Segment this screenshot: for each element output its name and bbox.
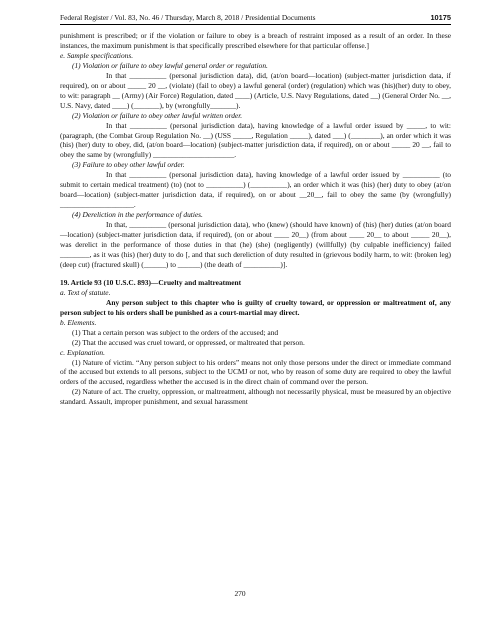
page-footer — [0, 589, 480, 598]
paragraph: (2) That the accused was cruel toward, or oppressed, or maltreated that person. — [72, 337, 305, 347]
paragraph: c. Explanation. — [60, 347, 105, 357]
paragraph: (4) Dereliction in the performance of duties. — [72, 210, 203, 220]
paragraph: a. Text of statute. — [60, 287, 111, 297]
paragraph: (2) Nature of act. The cruelty, oppression, or maltreatment, although not necessarily physical, must be measured by an objective standard. Assault, improper punishment, and sexual harassment — [60, 387, 451, 407]
paragraph: Any person subject to this chapter who is guilty of cruelty toward, or oppression or maltreatment of, any person subject to his orders shall be punished as a court-martial may direct. — [60, 297, 451, 317]
paragraph: b. Elements. — [60, 317, 97, 327]
paragraph: (1) That a certain person was subject to the orders of the accused; and — [72, 327, 279, 337]
paragraph: In that __________ (personal jurisdiction data), having knowledge of a lawful order issued by _____, to wit: (paragraph, (the Combat Group Regulation No. __) (USS _____, Regulation _____), dated ___) (________), an order which it was (his) (her) duty to obey, did, (at/on board—location) (subject-matter jurisdiction data, if required), on or about _____ 20 __, fail to obey the same by (wrongfully) ______________________. — [60, 120, 451, 160]
folio: 270 — [234, 589, 246, 598]
paragraph: In that, __________ (personal jurisdiction data), who (knew) (should have known) of (his) (her) duties (at/on board—location) (subject-matter jurisdiction data, if required), (on or about ____ 20__) (from about ____ 20__ to about _____ 20__), was derelict in the performance of those duties in that (he) (she) (negligently) (willfully) (by culpable inefficiency) failed ________, as it was (his) (her) duty to do [, and that such dereliction of duty resulted in (grievous bodily harm, to wit: (broken leg) (deep cut) (fractured skull) (______) to ______) (the death of __________)]. — [60, 220, 451, 269]
running-title: Federal Register / Vol. 83, No. 46 / Thursday, March 8, 2018 / Presidential Documents — [60, 13, 316, 22]
body-text — [60, 31, 451, 407]
paragraph: 19. Article 93 (10 U.S.C. 893)—Cruelty and maltreatment — [60, 277, 242, 287]
page-number: 10175 — [430, 13, 451, 22]
paragraph: (1) Violation or failure to obey lawful general order or regulation. — [72, 60, 268, 70]
paragraph: (3) Failure to obey other lawful order. — [72, 160, 185, 170]
paragraph: punishment is prescribed; or if the violation or failure to obey is a breach of restraint imposed as a result of an order. In these instances, the maximum punishment is that specifically prescribed elsewhere for that particular offense.] — [60, 31, 451, 50]
paragraph: (2) Violation or failure to obey other lawful written order. — [72, 110, 243, 120]
paragraph: (1) Nature of victim. “Any person subject to his orders” means not only those persons under the direct or immediate command of the accused but extends to all persons, subject to the UCMJ or not, who by reason of some duty are required to obey the lawful orders of the accused, regardless whether the accused is in the direct chain of command over the person. — [60, 357, 451, 387]
paragraph: In that __________ (personal jurisdiction data), having knowledge of a lawful order issued by __________ (to submit to certain medical treatment) (to) (not to __________) (__________), an order which it was (his) (her) duty to obey (at/on board—location) (subject-matter jurisdiction data, if required), on or about __20__, fail to obey the same (by (wrongfully) ____________________. — [60, 170, 451, 210]
paragraph: e. Sample specifications. — [60, 50, 134, 60]
paragraph: In that __________ (personal jurisdiction data), did, (at/on board—location) (subject-matter jurisdiction data, if required), on or about _____ 20 __, (violate) (fail to obey) a lawful general (order) (regulation) which was (his)(her) duty to obey, to wit: paragraph __ (Army) (Air Force) Regulation, dated ____) (Article, U.S. Navy Regulations, dated __) (General Order No. __, U.S. Navy, dated ____) (_______), by (wrongfully_______). — [60, 70, 451, 110]
running-header — [60, 13, 451, 25]
